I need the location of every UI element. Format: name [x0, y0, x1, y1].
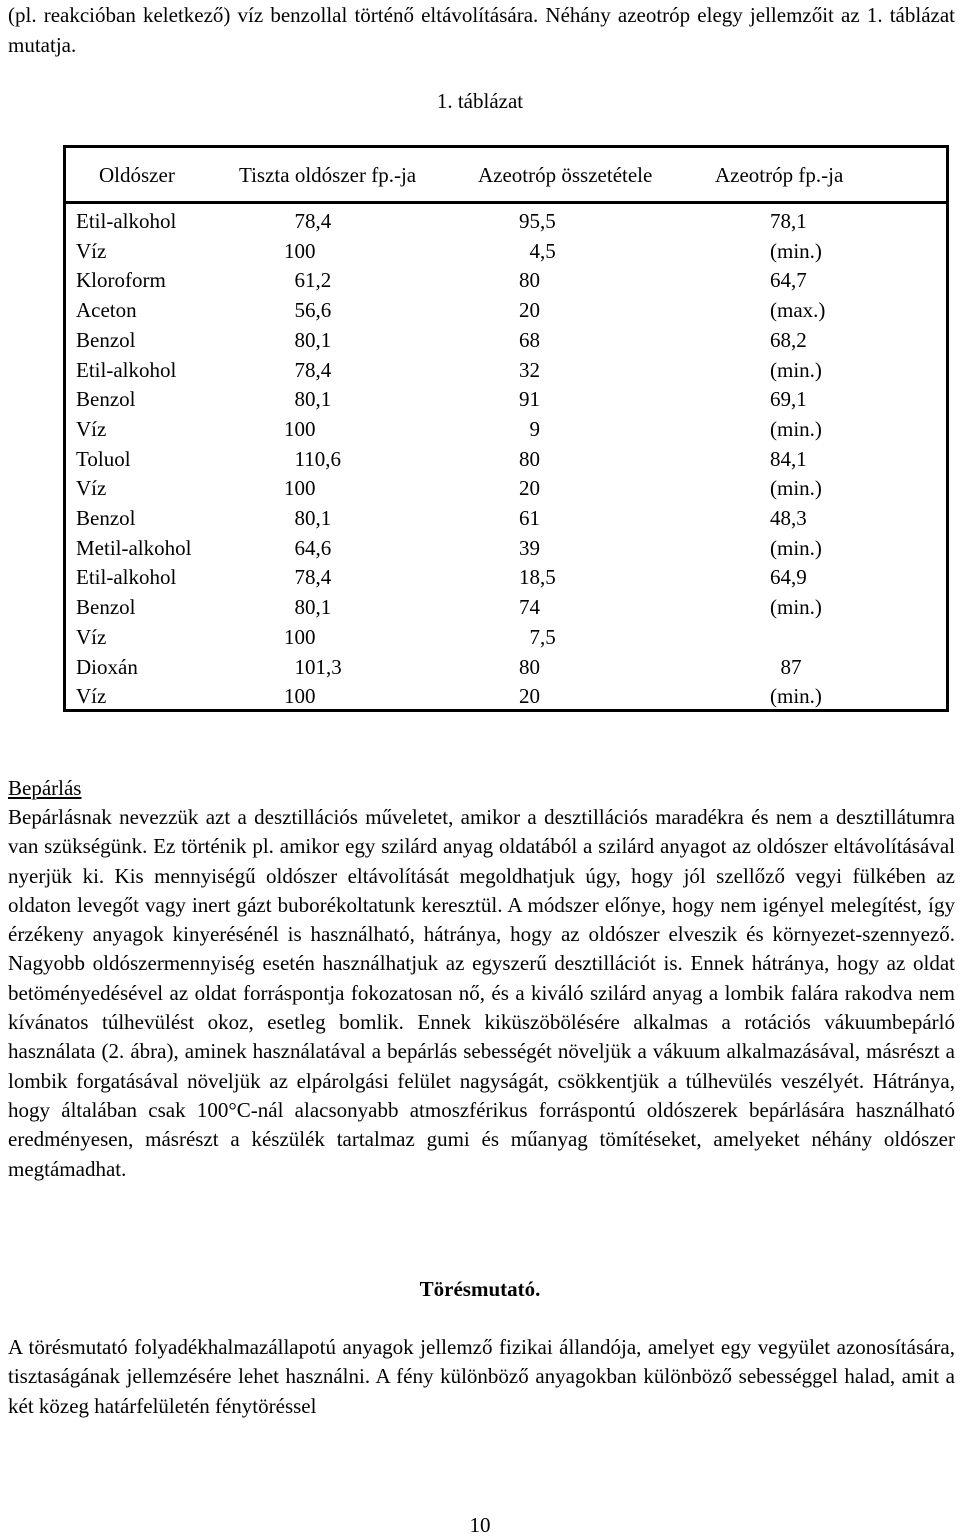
header-pure-bp: Tiszta oldószer fp.-ja [239, 163, 417, 187]
azeotrope-bp-cell: 84,1 [770, 446, 807, 471]
solvent-cell: Metil-alkohol [76, 535, 192, 560]
azeotrope-bp-cell: 48,3 [770, 506, 807, 530]
composition-cell: 4,5 [519, 238, 556, 263]
pure-bp-cell: 56,6 [284, 298, 332, 323]
composition-cell: 20 [519, 298, 540, 323]
azeotrope-bp-cell: 68,2 [770, 327, 807, 352]
subheading: Törésmutató. [419, 1277, 541, 1301]
solvent-cell: Víz [76, 476, 107, 501]
composition-cell: 39 [519, 535, 540, 560]
azeotrope-bp-cell: 78,1 [770, 209, 807, 233]
pure-bp-cell: 101,3 [284, 654, 342, 679]
solvent-cell: Etil-alkohol [76, 357, 177, 382]
table-header-row [0, 160, 960, 190]
table-caption: 1. táblázat [436, 89, 524, 113]
azeotrope-bp-cell: (min.) [770, 684, 822, 709]
composition-cell: 80 [519, 268, 540, 293]
solvent-cell: Dioxán [76, 654, 138, 679]
page-number: 10 [469, 1513, 491, 1537]
azeotrope-bp-cell: 64,7 [770, 268, 807, 293]
composition-cell: 74 [519, 595, 540, 620]
azeotrope-bp-cell: (min.) [770, 238, 822, 263]
pure-bp-cell: 80,1 [284, 327, 332, 352]
pure-bp-cell: 64,6 [284, 535, 332, 560]
azeotrope-bp-cell: 87 [770, 654, 802, 679]
solvent-cell: Benzol [76, 506, 136, 530]
pure-bp-cell: 100 [284, 624, 316, 649]
body-paragraph: Bepárlásnak nevezzük azt a desztillációs műveletet, amikor a desztillációs maradékra és nem a desztillátumra van szükségünk. Ez történik pl. amikor egy szilárd anyag oldatából a szilárd anyagot az oldószer eltávolításával nyerjük ki. Kis mennyiségű oldószer eltávolítását megoldhatjuk úgy, hogy jól szellőző vegyi fülkében az oldaton levegőt vagy inert gázt buborékoltatunk keresztül. A módszer előnye, hogy nem igényel melegítést, így érzékeny anyagok kinyerésénél is használható, hátránya, hogy az oldószer elveszik és környezet-szennyező. Nagyobb oldószermennyiség esetén használhatjuk az egyszerű desztillációt is. Ennek hátránya, hogy az oldat betöményedésével az oldat forráspontja fokozatosan nő, és a kiváló szilárd anyag a lombik falára rakodva nem kívánatos túlhevülést okoz, esetleg bomlik. Ennek kiküszöbölésére alkalmas a rotációs vákuumbepárló használata (2. ábra), aminek használatával a bepárlás sebességét növeljük a vákuum alkalmazásával, másrészt a lombik forgatásával növeljük az elpárolgási felület nagyságát, csökkentjük a túlhevülés veszélyét. Hátránya, hogy általában csak 100°C-nál alacsonyabb atmoszférikus forráspontú oldószerek bepárlására használható eredményesen, másrészt a készülék tartalmaz gumi és műanyag tömítéseket, amelyeket néhány oldószer megtámadhat. [8, 805, 955, 1181]
composition-cell: 80 [519, 654, 540, 679]
azeotrope-bp-cell: (min.) [770, 595, 822, 620]
composition-cell: 68 [519, 327, 540, 352]
table-header-divider [63, 201, 949, 204]
pure-bp-cell: 78,4 [284, 565, 332, 590]
solvent-cell: Benzol [76, 595, 136, 620]
pure-bp-cell: 80,1 [284, 387, 332, 412]
pure-bp-cell: 80,1 [284, 595, 332, 620]
azeotrope-bp-cell: (min.) [770, 476, 822, 501]
azeotrope-bp-cell: (min.) [770, 535, 822, 560]
header-azeotrope-composition: Azeotróp összetétele [478, 163, 653, 187]
pure-bp-cell: 100 [284, 684, 316, 709]
solvent-cell: Toluol [76, 446, 131, 471]
pure-bp-cell: 78,4 [284, 357, 332, 382]
composition-cell: 32 [519, 357, 540, 382]
pure-bp-cell: 110,6 [284, 446, 341, 471]
composition-cell: 18,5 [519, 565, 556, 590]
azeotrope-bp-cell: (min.) [770, 357, 822, 382]
azeotrope-bp-cell: (max.) [770, 298, 826, 323]
header-azeotrope-bp: Azeotróp fp.-ja [715, 163, 844, 187]
pure-bp-cell: 61,2 [284, 268, 332, 293]
azeotrope-bp-cell: (min.) [770, 416, 822, 441]
solvent-cell: Benzol [76, 387, 136, 412]
composition-cell: 61 [519, 506, 540, 530]
solvent-cell: Víz [76, 624, 107, 649]
solvent-cell: Víz [76, 684, 107, 709]
solvent-cell: Etil-alkohol [76, 209, 177, 233]
solvent-cell: Aceton [76, 298, 137, 323]
pure-bp-cell: 100 [284, 416, 316, 441]
composition-cell: 20 [519, 684, 540, 709]
pure-bp-cell: 80,1 [284, 506, 332, 530]
composition-cell: 80 [519, 446, 540, 471]
composition-cell: 91 [519, 387, 540, 412]
intro-paragraph: (pl. reakcióban keletkező) víz benzollal történő eltávolítására. Néhány azeotróp elegy jellemzőit az 1. táblázat mutatja. [8, 3, 955, 57]
solvent-cell: Víz [76, 416, 107, 441]
composition-cell: 9 [519, 416, 540, 441]
pure-bp-cell: 78,4 [284, 209, 332, 233]
solvent-cell: Kloroform [76, 268, 166, 293]
pure-bp-cell: 100 [284, 238, 316, 263]
solvent-cell: Benzol [76, 327, 136, 352]
azeotrope-bp-cell: 69,1 [770, 387, 807, 412]
section-heading: Bepárlás [8, 776, 82, 800]
pure-bp-cell: 100 [284, 476, 316, 501]
solvent-cell: Etil-alkohol [76, 565, 177, 590]
azeotrope-bp-cell: 64,9 [770, 565, 807, 590]
composition-cell: 20 [519, 476, 540, 501]
composition-cell: 7,5 [519, 624, 556, 649]
header-solvent: Oldószer [99, 163, 175, 187]
refraction-paragraph: A törésmutató folyadékhalmazállapotú anyagok jellemző fizikai állandója, amelyet egy vegyület azonosítására, tisztaságának jellemzésére lehet használni. A fény különböző anyagokban különböző sebességgel halad, amit a két közeg határfelületén fénytöréssel [8, 1335, 955, 1418]
composition-cell: 95,5 [519, 209, 556, 233]
solvent-cell: Víz [76, 238, 107, 263]
